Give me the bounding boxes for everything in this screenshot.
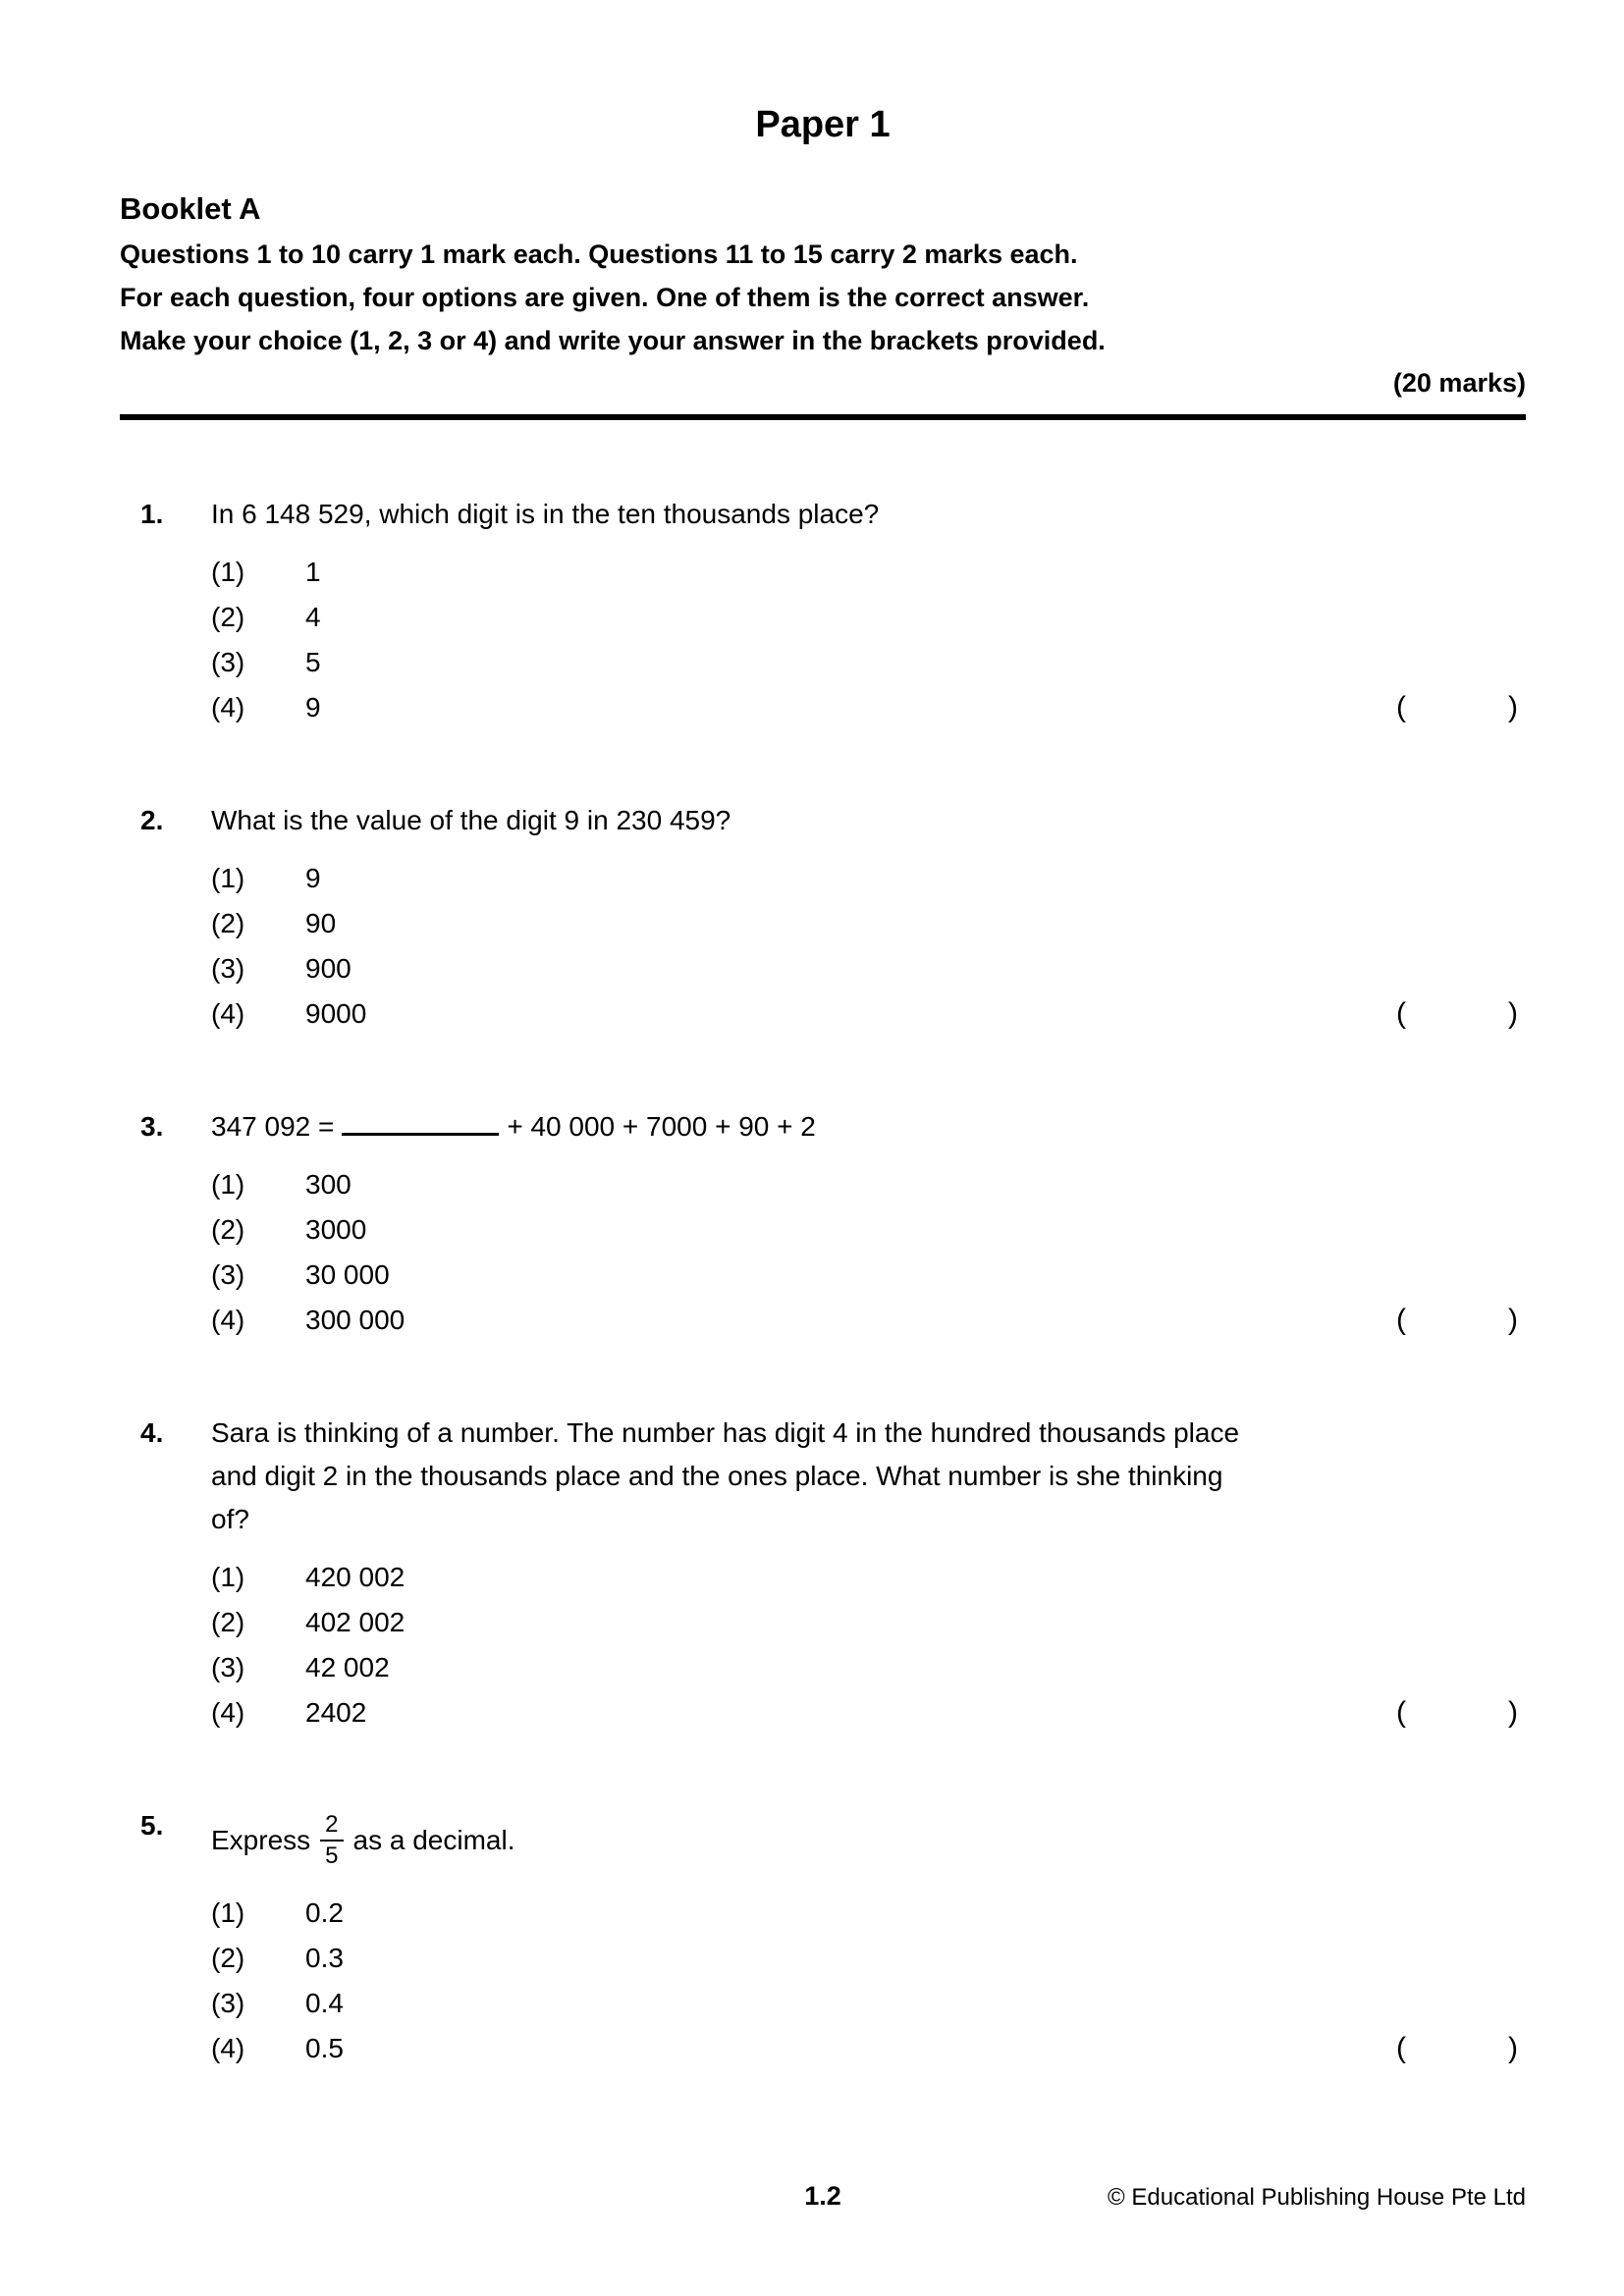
option-row: [211, 640, 1526, 685]
option-row: [211, 856, 1526, 901]
option-row: [211, 685, 1526, 730]
option-marker: (2): [211, 908, 245, 938]
question-text: In 6 148 529, which digit is in the ten thousands place?: [211, 499, 880, 529]
option-row: [211, 1891, 1526, 1936]
options-list: [211, 856, 1526, 1037]
option-marker: (3): [211, 1259, 245, 1290]
option-row: [211, 901, 1526, 946]
option-marker: (1): [211, 863, 245, 893]
question-number: 3.: [140, 1111, 164, 1142]
equation-blank: [342, 1111, 499, 1136]
page-footer: [120, 2181, 1526, 2220]
options-list: [211, 1555, 1526, 1735]
option-row: [211, 1207, 1526, 1253]
question-text-line: of?: [211, 1504, 249, 1534]
page-number: 1.2: [804, 2181, 841, 2211]
option-row: [211, 1253, 1526, 1298]
page-title: Paper 1: [755, 104, 891, 145]
option-value: 42 002: [305, 1652, 390, 1682]
question-text-line: and digit 2 in the thousands place and the ones place. What number is she thinking: [211, 1461, 1223, 1491]
question-1: [120, 493, 1526, 730]
question-text-line: Sara is thinking of a number. The number has digit 4 in the hundred thousands place: [211, 1417, 1240, 1448]
options-list: [211, 1891, 1526, 2071]
option-marker: (2): [211, 1214, 245, 1245]
answer-brackets: [1396, 1690, 1518, 1735]
question-number: 5.: [140, 1810, 164, 1841]
question-number: 1.: [140, 499, 164, 529]
instructions-block: [120, 233, 1526, 362]
open-bracket: (: [1396, 2032, 1406, 2064]
fraction-numerator: 2: [320, 1810, 343, 1842]
option-value: 4: [305, 602, 321, 632]
question-text: What is the value of the digit 9 in 230 459?: [211, 805, 731, 835]
option-row: [211, 550, 1526, 595]
equation-after-blank: + 40 000 + 7000 + 90 + 2: [507, 1111, 816, 1142]
question-equation: [211, 1105, 1526, 1148]
option-row: [211, 1298, 1526, 1343]
option-value: 5: [305, 647, 321, 677]
option-value: 9000: [305, 998, 367, 1029]
option-marker: (4): [211, 2033, 245, 2063]
question-5: [120, 1804, 1526, 2071]
option-marker: (1): [211, 1169, 245, 1200]
answer-brackets: [1396, 991, 1518, 1037]
equation-before-blank: 347 092 =: [211, 1111, 335, 1142]
option-row: [211, 1600, 1526, 1645]
question-text: [211, 1804, 1526, 1877]
option-row: [211, 1690, 1526, 1735]
divider-rule: [120, 414, 1526, 420]
option-value: 0.4: [305, 1988, 344, 2018]
option-value: 900: [305, 953, 352, 984]
option-value: 0.5: [305, 2033, 344, 2063]
instruction-line: Make your choice (1, 2, 3 or 4) and write your answer in the brackets provided.: [120, 326, 1106, 355]
option-value: 420 002: [305, 1562, 406, 1592]
option-marker: (3): [211, 1652, 245, 1682]
fraction-text-after: as a decimal.: [352, 1825, 515, 1856]
option-row: [211, 2026, 1526, 2071]
option-value: 300 000: [305, 1305, 406, 1335]
close-bracket: ): [1508, 691, 1518, 723]
question-3: [120, 1105, 1526, 1343]
questions-section: [120, 493, 1526, 2071]
option-marker: (2): [211, 1607, 245, 1637]
open-bracket: (: [1396, 1304, 1406, 1336]
option-value: 90: [305, 908, 337, 938]
copyright-text: © Educational Publishing House Pte Ltd: [1108, 2184, 1526, 2211]
option-row: [211, 1936, 1526, 1981]
question-2: [120, 799, 1526, 1037]
option-row: [211, 1645, 1526, 1690]
option-marker: (4): [211, 692, 245, 722]
close-bracket: ): [1508, 1696, 1518, 1729]
close-bracket: ): [1508, 1304, 1518, 1336]
option-row: [211, 946, 1526, 991]
open-bracket: (: [1396, 691, 1406, 723]
answer-brackets: [1396, 1298, 1518, 1343]
option-marker: (4): [211, 1305, 245, 1335]
option-marker: (3): [211, 647, 245, 677]
option-marker: (3): [211, 953, 245, 984]
question-text: [211, 1412, 1526, 1541]
marks-label: (20 marks): [1392, 368, 1526, 398]
option-value: 3000: [305, 1214, 367, 1245]
option-marker: (1): [211, 557, 245, 587]
answer-brackets: [1396, 2026, 1518, 2071]
option-marker: (4): [211, 998, 245, 1029]
close-bracket: ): [1508, 2032, 1518, 2064]
question-4: [120, 1412, 1526, 1735]
option-value: 9: [305, 692, 321, 722]
option-marker: (4): [211, 1697, 245, 1728]
option-value: 402 002: [305, 1607, 406, 1637]
instruction-line: Questions 1 to 10 carry 1 mark each. Questions 11 to 15 carry 2 marks each.: [120, 240, 1078, 269]
option-value: 0.3: [305, 1943, 344, 1973]
fraction: [320, 1810, 343, 1871]
open-bracket: (: [1396, 997, 1406, 1030]
option-value: 1: [305, 557, 321, 587]
option-value: 300: [305, 1169, 352, 1200]
option-row: [211, 595, 1526, 640]
fraction-text-before: Express: [211, 1825, 311, 1856]
option-marker: (2): [211, 1943, 245, 1973]
option-marker: (2): [211, 602, 245, 632]
option-value: 9: [305, 863, 321, 893]
option-value: 2402: [305, 1697, 367, 1728]
option-row: [211, 1981, 1526, 2026]
option-row: [211, 1162, 1526, 1207]
options-list: [211, 1162, 1526, 1343]
open-bracket: (: [1396, 1696, 1406, 1729]
option-row: [211, 991, 1526, 1037]
option-value: 0.2: [305, 1897, 344, 1928]
question-number: 2.: [140, 805, 164, 835]
options-list: [211, 550, 1526, 730]
fraction-denominator: 5: [325, 1842, 339, 1869]
instruction-line: For each question, four options are given. One of them is the correct answer.: [120, 283, 1090, 312]
question-number: 4.: [140, 1417, 164, 1448]
option-row: [211, 1555, 1526, 1600]
option-marker: (1): [211, 1562, 245, 1592]
close-bracket: ): [1508, 997, 1518, 1030]
booklet-heading: Booklet A: [120, 191, 261, 226]
option-value: 30 000: [305, 1259, 390, 1290]
option-marker: (1): [211, 1897, 245, 1928]
answer-brackets: [1396, 685, 1518, 730]
option-marker: (3): [211, 1988, 245, 2018]
